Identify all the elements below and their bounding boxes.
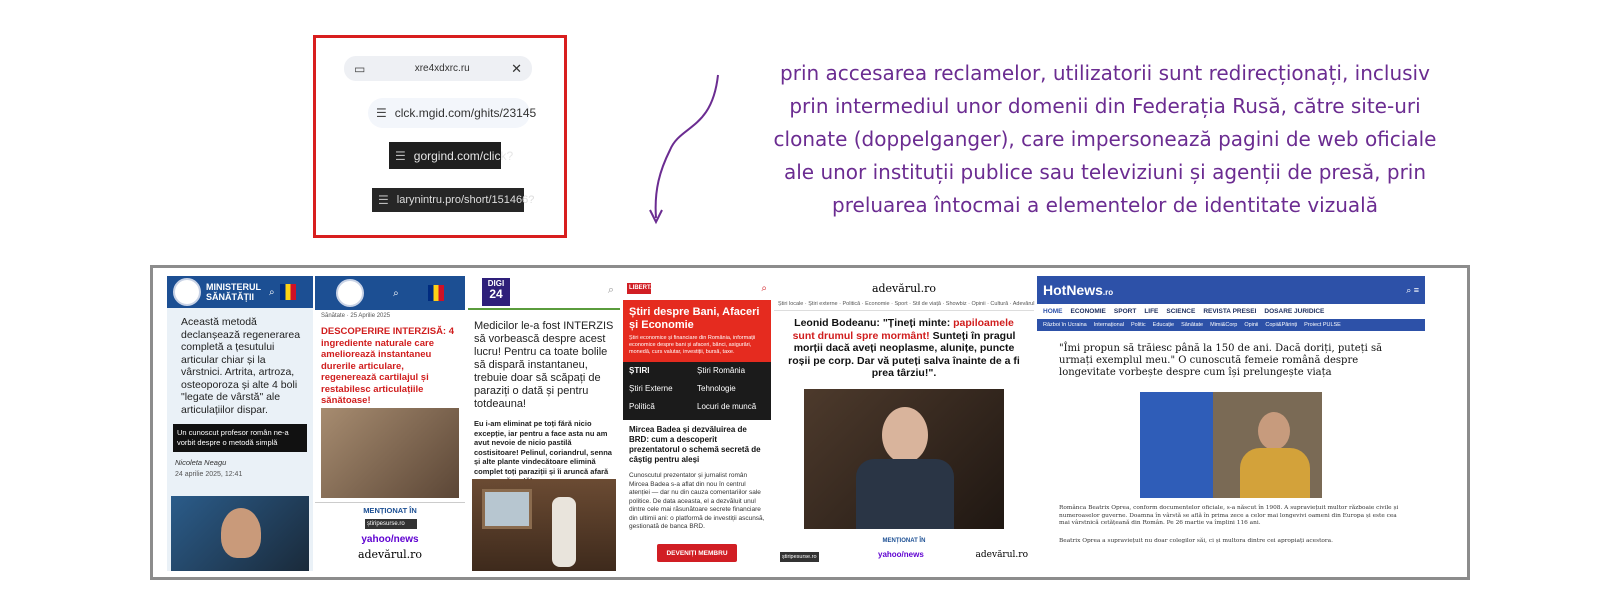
menu-item[interactable]: Tehnologie <box>697 384 736 393</box>
source-logo-1: știripesurse.ro <box>365 519 417 529</box>
source-logo-1: știripesurse.ro <box>782 554 817 560</box>
man-photo <box>472 479 616 571</box>
nav-item[interactable]: SCIENCE <box>1166 308 1196 315</box>
panel-ministry-clone <box>315 276 465 571</box>
mentioned-label: MENȚIONAT ÎN <box>882 538 926 544</box>
close-icon[interactable]: ✕ <box>511 60 522 76</box>
panel-ministry-health <box>167 276 313 571</box>
clone-headline: "Îmi propun să trăiesc până la 150 de ani. Dacă doriți, puteți să urmați exemplul meu." O cunoscută femeie română despre longevitate vorbește despre cum își prelungește viața <box>1059 343 1383 378</box>
subnav-item[interactable]: Copii&Părinți <box>1265 322 1298 328</box>
menu-item[interactable]: Știri România <box>697 366 746 375</box>
clone-headline <box>315 322 465 411</box>
site-settings-icon: ☰ <box>378 193 389 207</box>
category-subtitle: Știri economice și financiare din România, informații economice despre bani și afaceri, bănci, asigurări, monedă, curs valutar, investiții, bursă, taxe. <box>629 335 756 355</box>
subnav-item[interactable]: Război în Ucraina <box>1043 322 1087 328</box>
search-icon[interactable]: ⌕ ≡ <box>1406 284 1419 295</box>
article-lead: Medicilor le-a fost INTERZIS să vorbească despre acest lucru! Pentru ca toate bolile să dispară instantaneu, trebuie doar să scăpați de paraziți o dată și pentru totdeauna! <box>474 320 614 410</box>
subnav-item[interactable]: Sănătate <box>1181 322 1204 328</box>
clone-headline: Mircea Badea și dezvăluirea de BRD: cum a descoperit prezentatorul o schemă secretă de câștig pentru aleși <box>629 425 761 464</box>
subnav-item[interactable]: Internațional <box>1093 322 1124 328</box>
logo-top: DIGI <box>487 279 505 288</box>
become-member-button[interactable]: DEVENIȚI MEMBRU <box>657 544 737 562</box>
address-bar-url1[interactable] <box>344 56 532 81</box>
article-text: Beatrix Oprea a supraviețuit nu doar colegilor săi, ci și multora dintre cei apropiați acestora. <box>1059 538 1333 544</box>
tab-icon: ▭ <box>354 61 366 76</box>
site-settings-icon: ☰ <box>376 106 387 120</box>
nav-item[interactable]: LIFE <box>1144 308 1159 315</box>
address-bar-url2[interactable] <box>368 98 537 128</box>
mentioned-label: MENȚIONAT ÎN <box>315 502 465 515</box>
nav-item[interactable]: REVISTA PRESEI <box>1203 308 1257 315</box>
nav-item[interactable]: ECONOMIE <box>1070 308 1106 315</box>
headline-quote: Leonid Bodeanu: "Țineți minte: <box>794 317 951 329</box>
explanation-caption: prin accesarea reclamelor, utilizatorii sunt redirecționați, inclusiv prin intermediul unor domenii din Federația Rusă, către site-uri clonate (doppelganger), care impersonează pagini de web oficiale ale unor instituții publice sau televiziuni și agenții de presă, prin preluarea întocmai a elementelor de identitate vizuală <box>773 61 1437 217</box>
curved-arrow-icon <box>640 70 740 230</box>
author-name: Nicoleta Neagu <box>175 458 227 467</box>
headline-rest: ingrediente naturale care ameliorează instantaneu durerile articulare, regenerează cartilajul și restabilesc articulațiile sănătoase! <box>321 337 434 406</box>
romania-flag-icon <box>280 284 296 300</box>
subnav-item[interactable]: Mimi&Corp <box>1210 322 1238 328</box>
logo-suffix: .ro <box>1102 288 1114 297</box>
subnav-item[interactable]: Proiect PULSE <box>1304 322 1341 328</box>
section-nav[interactable]: Știri locale · Știri externe · Politică · Economie · Sport · Stil de viață · Showbiz · Opinii · Cultură · Adevărul <box>774 298 1034 311</box>
category-banner <box>623 300 771 362</box>
woman-photo <box>1140 392 1322 498</box>
ministry-emblem-icon <box>173 278 201 306</box>
photo-caption: Românca Beatrix Oprea, conform documentelor oficiale, s-a născut în 1908. A supraviețuit multor războaie civile și numeroaselor guverne. Doamna în vârstă se află în prima zece a celor mai longevivi oameni din Europa și este cea mai vârstnică cetățeană din Român. Pe 26 martie va împlini 116 ani. <box>1059 505 1399 526</box>
clone-headline <box>774 311 1034 386</box>
panel-libertatea-clone <box>623 276 771 571</box>
url3-text: gorgind.com/click? <box>413 148 514 163</box>
hotnews-logo <box>1043 282 1113 298</box>
libertatea-logo: LIBERTATEA <box>627 283 651 294</box>
headline-red: papiloamele sunt drumul spre mormânt! <box>792 317 1014 342</box>
nav-item[interactable]: DOSARE JURIDICE <box>1264 308 1325 315</box>
subnav-item[interactable]: Politic <box>1131 322 1146 328</box>
teaser-box[interactable]: Un cunoscut profesor român ne-a vorbit despre o metodă simplă <box>173 424 307 452</box>
menu-item[interactable]: Politică <box>629 402 655 411</box>
article-photo <box>171 496 309 571</box>
url2-text: clck.mgid.com/ghits/23145 <box>394 106 537 120</box>
headline-rest: Sunteți în pragul morții dacă aveți neoplasme, alunițe, puncte roșii pe corp. Dar vă puteți salva înainte de a fi prea târziu!". <box>788 329 1020 379</box>
doctor-photo <box>804 389 1004 529</box>
menu-item[interactable]: Locuri de muncă <box>697 402 757 411</box>
url1-text: xre4xdxrc.ru <box>414 63 470 74</box>
source-logo-3: adevărul.ro <box>975 550 1028 560</box>
article-body: Cunoscutul prezentator și jurnalist român Mircea Badea s-a aflat din nou în centrul atenției — dar nu din cauza comentariilor sale politice. De data aceasta, el a dezvăluit unul dintre cele mai răsunătoare secrete financiare din ultimii ani: o platformă de investiții ascunsă, gestionată de banca BRD. <box>629 472 765 530</box>
nav-item[interactable]: SPORT <box>1113 308 1137 315</box>
address-bar-url3[interactable] <box>389 142 514 169</box>
panel-adevarul-clone <box>774 276 1034 571</box>
source-logo-3: adevărul.ro <box>357 548 423 561</box>
nav-item[interactable]: HOME <box>1043 308 1063 315</box>
menu-item[interactable]: Știri Externe <box>629 384 673 393</box>
site-settings-icon: ☰ <box>395 148 406 163</box>
menu-item[interactable]: ȘTIRI <box>629 366 650 375</box>
search-icon[interactable]: ⌕ <box>761 282 767 294</box>
article-meta: Sănătate · 25 Aprilie 2025 <box>321 313 391 319</box>
address-bar-url4[interactable] <box>372 188 535 212</box>
search-icon[interactable]: ⌕ <box>607 284 614 296</box>
category-title: Știri despre Bani, Afaceri și Economie <box>629 306 760 331</box>
subnav-item[interactable]: Educație <box>1152 322 1175 328</box>
main-nav <box>1037 304 1425 319</box>
panel-digi24-clone <box>468 276 620 571</box>
ministry-emblem-icon <box>336 279 364 307</box>
article-date: 24 aprilie 2025, 12:41 <box>175 471 243 478</box>
url4-text: larynintru.pro/short/151466? <box>396 194 535 206</box>
subnav-item[interactable]: Opinii <box>1244 322 1259 328</box>
article-bold-text: Eu i-am eliminat pe toți fără nicio excepție, iar pentru a face asta nu am avut nevoie de nicio pastilă costisitoare! Pelinul, coriandrul, senna și alte plante vindecătoare elimină complet toți paraziții și îi aruncă afară <box>474 419 612 476</box>
ministry-logo: MINISTERUL SĂNĂTĂȚII <box>206 282 261 302</box>
article-lead: Această metodă declanșează regenerarea completă a țesutului articular chiar și la vârstnici. Artrita, artroza, osteoporoza și alte 4 boli "legate de vârstă" ale articulațiilor dispar. <box>181 316 301 416</box>
logo-number: 24 <box>489 287 503 301</box>
sub-nav <box>1037 319 1425 331</box>
digi24-logo <box>482 278 510 306</box>
source-logo-2: yahoo/news <box>878 550 924 559</box>
headline-lead: DESCOPERIRE INTERZISĂ: 4 <box>321 326 455 337</box>
source-logo-2: yahoo/news <box>361 534 419 545</box>
search-icon[interactable]: ⌕ <box>393 287 399 299</box>
search-icon[interactable]: ⌕ <box>269 286 275 298</box>
clone-sites-strip <box>150 265 1470 580</box>
section-menu <box>623 362 771 420</box>
professor-photo <box>321 408 459 498</box>
logo-text: HotNews <box>1043 282 1103 298</box>
romania-flag-icon <box>428 285 444 301</box>
panel-hotnews-clone <box>1037 276 1425 556</box>
adevarul-logo: adevărul.ro <box>871 282 937 295</box>
